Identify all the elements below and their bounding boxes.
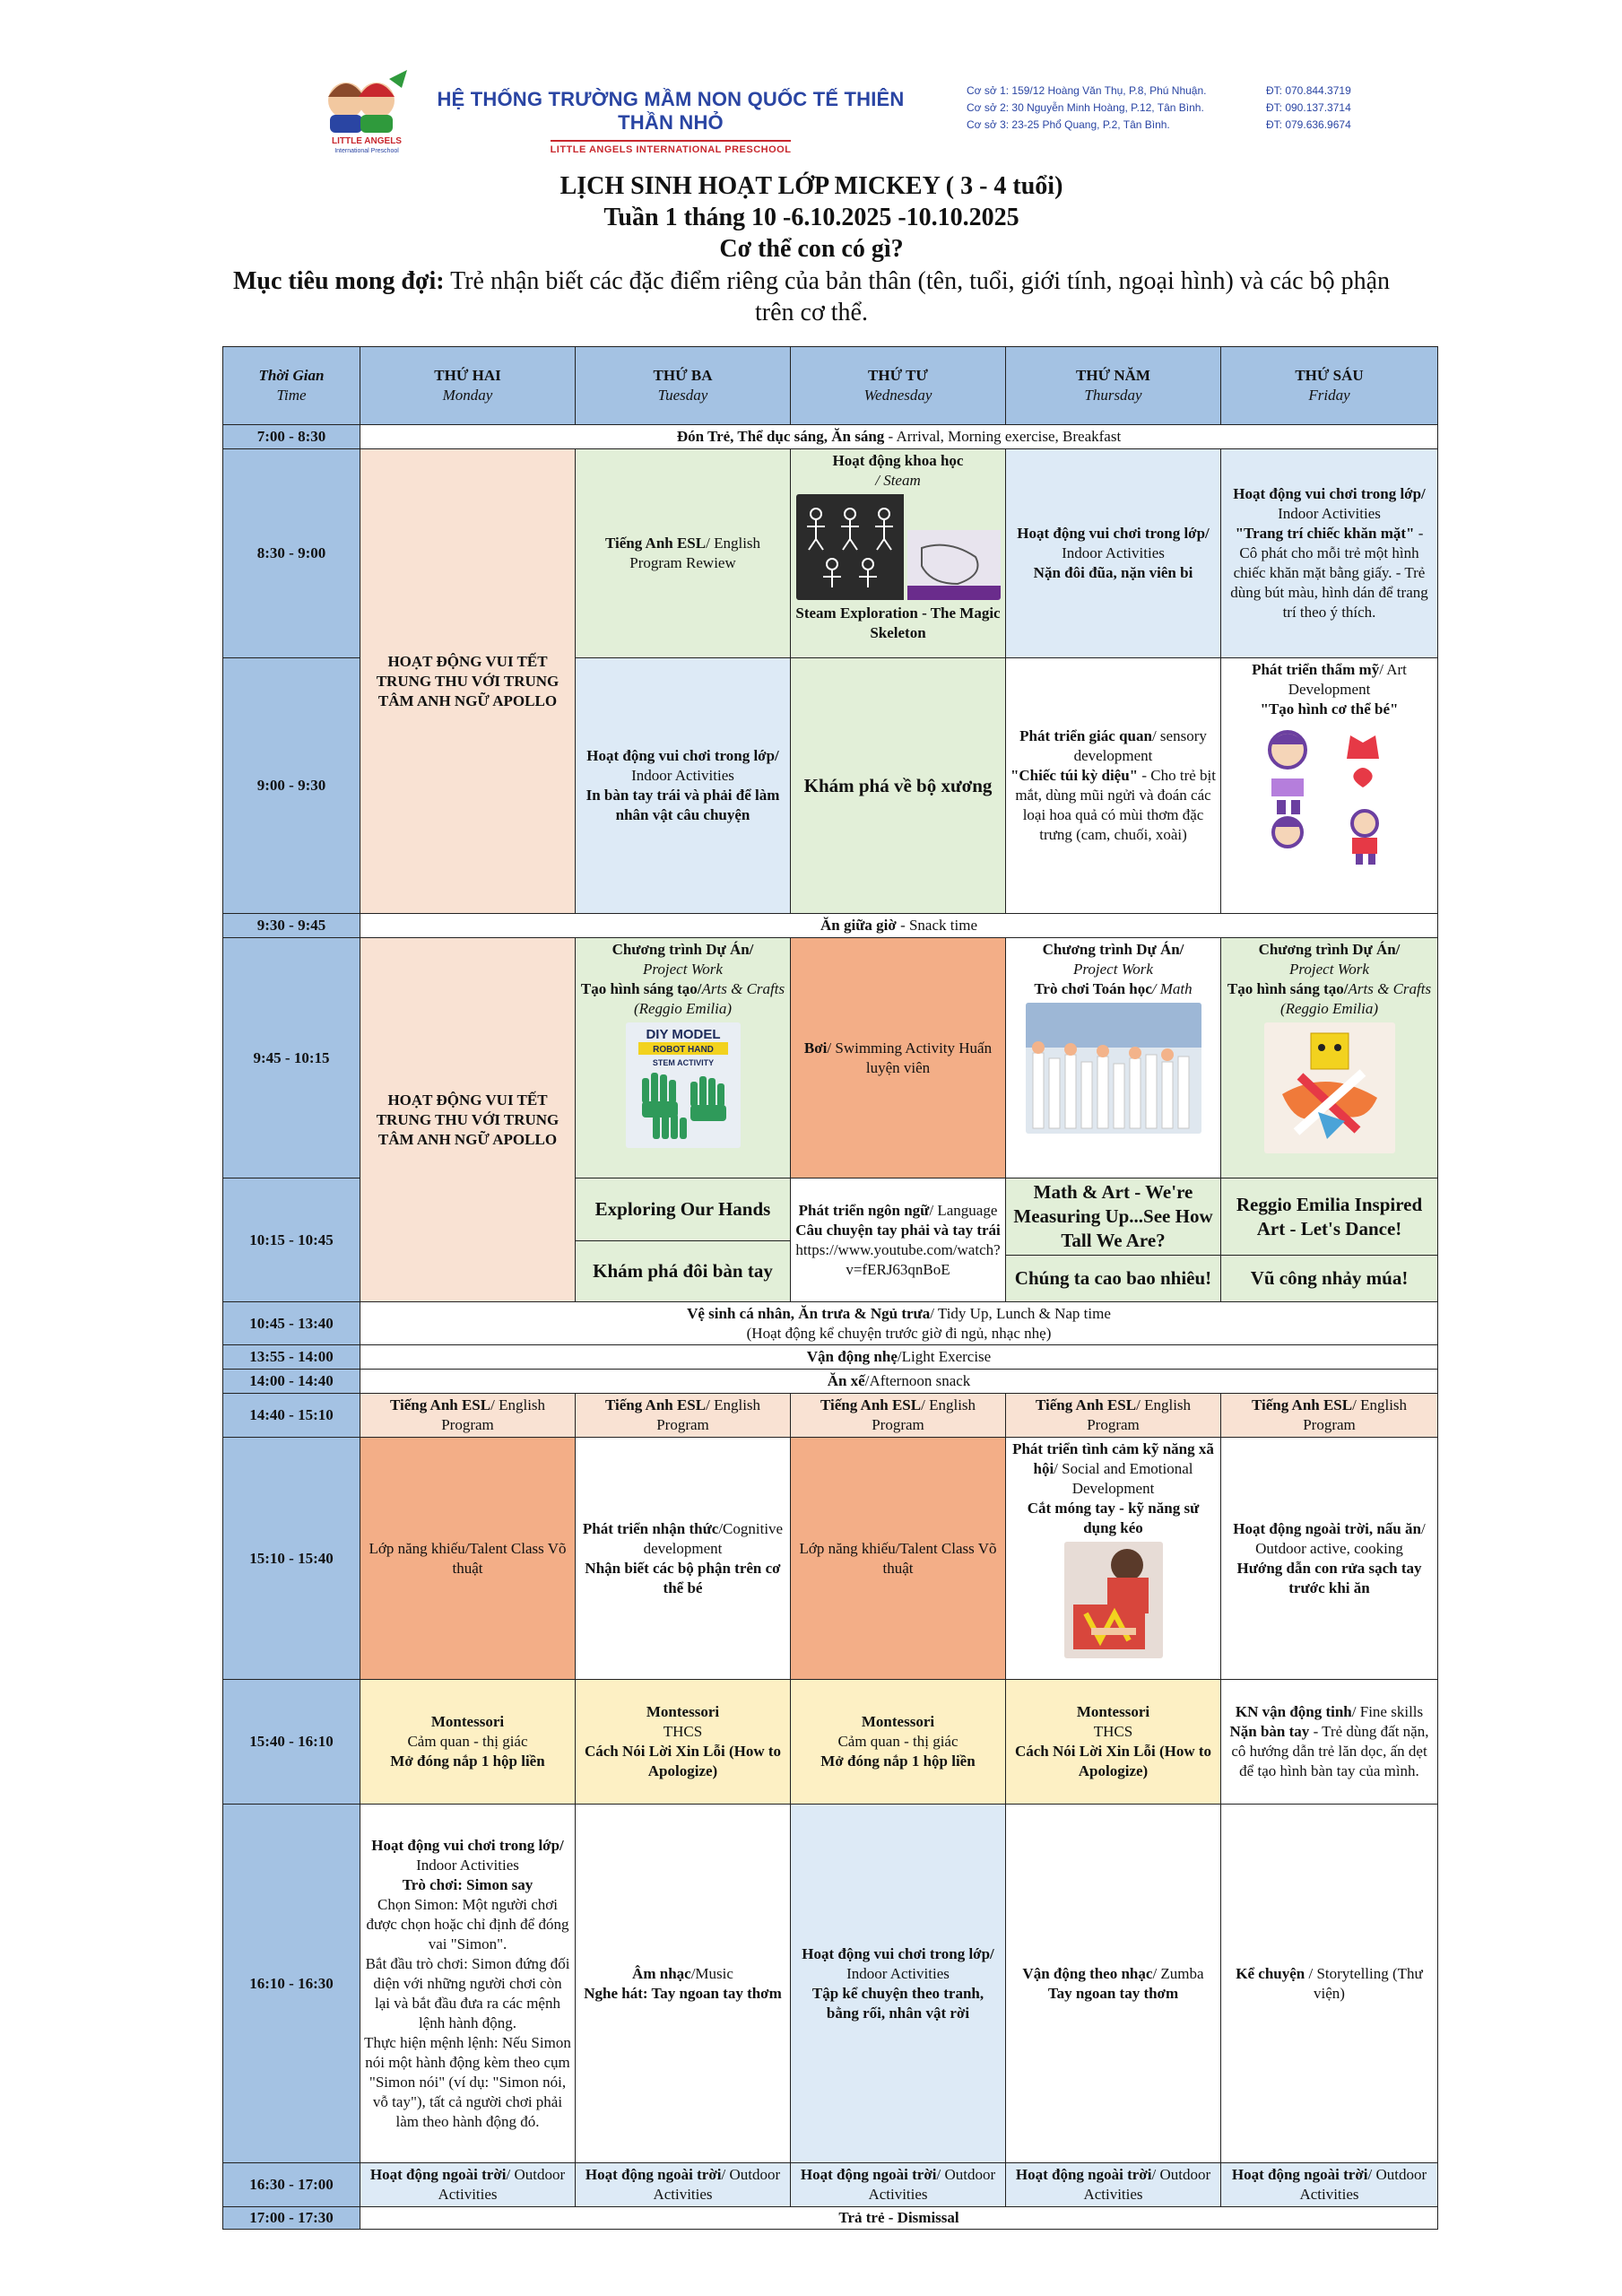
goal-label: Mục tiêu mong đợi: [233,267,445,295]
weekly-schedule-table [222,346,1438,2230]
thursday-measuring-up: Math & Art - We're Measuring Up...See How Tall We Are? [1005,1178,1221,1256]
thursday-indoor-activities: Hoạt động vui chơi trong lớp/ Indoor Activities Nặn đôi đũa, nặn viên bi [1005,448,1221,658]
header-friday: THỨ SÁU Friday [1220,346,1438,425]
time-slot: 14:40 - 15:10 [222,1393,360,1438]
schedule-title [179,170,1444,265]
wednesday-storytelling-puppets: Hoạt động vui chơi trong lớp/ Indoor Activities Tập kể chuyện theo tranh, bằng rối, nhân vật rời [790,1804,1006,2163]
time-slot: 8:30 - 9:00 [222,448,360,658]
diy-stem: STEM ACTIVITY [652,1058,714,1067]
time-slot: 7:00 - 8:30 [222,424,360,449]
friday-fine-skills: KN vận động tinh/ Fine skills Nặn bàn tay - Trẻ dùng đất nặn, cô hướng dẫn trẻ lăn dọc, ấn dẹt để tạo hình bàn tay của mình. [1220,1679,1438,1805]
header-wednesday: THỨ TƯ Wednesday [790,346,1006,425]
monday-talent-class: Lớp năng khiếu/Talent Class Võ thuật [360,1437,576,1680]
body-parts-cutout-image [1245,723,1415,866]
monday-apollo-event-2: HOẠT ĐỘNG VUI TẾT TRUNG THU VỚI TRUNG TÂM ANH NGỮ APOLLO [360,937,576,1302]
campus-1: Cơ sở 1: 159/12 Hoàng Văn Thụ, P.8, Phú Nhuận. [967,84,1207,97]
wednesday-outdoor: Hoạt động ngoài trời/ Outdoor Activities [790,2162,1006,2207]
skeleton-photo [796,494,1001,600]
tuesday-kham-pha-ban-tay: Khám phá đôi bàn tay [575,1240,791,1302]
time-slot: 13:55 - 14:00 [222,1344,360,1370]
wednesday-montessori: Montessori Cảm quan - thị giác Mở đóng nắp 1 hộp liền [790,1679,1006,1805]
thursday-esl: Tiếng Anh ESL/ English Program [1005,1393,1221,1438]
title-line-2: Tuần 1 tháng 10 -6.10.2025 -10.10.2025 [603,204,1019,231]
header-time: Thời Gian Time [222,346,360,425]
school-name-en: LITTLE ANGELS INTERNATIONAL PRESCHOOL [551,140,792,155]
wednesday-swimming: Bơi/ Swimming Activity Huấn luyện viên [790,937,1006,1178]
friday-outdoor-cooking: Hoạt động ngoài trời, nấu ăn/ Outdoor active, cooking Hướng dẫn con rửa sạch tay trước khi ăn [1220,1437,1438,1680]
friday-vu-cong: Vũ công nhảy múa! [1220,1255,1438,1302]
title-line-1: LỊCH SINH HOẠT LỚP MICKEY ( 3 - 4 tuổi) [559,172,1063,200]
tuesday-project-work: Chương trình Dự Án/ Project Work Tạo hình sáng tạo/Arts & Crafts (Reggio Emilia) DIY MODEL ROBOT HAND STEM ACTIVITY [575,937,791,1178]
tuesday-esl: Tiếng Anh ESL/ English Program [575,1393,791,1438]
school-name-vi: HỆ THỐNG TRƯỜNG MẦM NON QUỐC TẾ THIÊN THẦN NHỎ [437,88,905,134]
time-slot: 17:00 - 17:30 [222,2206,360,2230]
tuesday-music: Âm nhạc/Music Nghe hát: Tay ngoan tay thơm [575,1804,791,2163]
snack-row: Ăn giữa giờ - Snack time [360,913,1438,938]
youtube-link[interactable]: https://www.youtube.com/watch?v=fERJ63qnBoE [795,1240,1001,1278]
friday-project-work: Chương trình Dự Án/ Project Work Tạo hình sáng tạo/Arts & Crafts (Reggio Emilia) [1220,937,1438,1178]
diy-subtitle: ROBOT HAND [652,1045,714,1055]
time-slot: 16:10 - 16:30 [222,1804,360,2163]
tuesday-exploring-hands: Exploring Our Hands [575,1178,791,1241]
friday-outdoor: Hoạt động ngoài trời/ Outdoor Activities [1220,2162,1438,2207]
thursday-outdoor: Hoạt động ngoài trời/ Outdoor Activities [1005,2162,1221,2207]
phone-1: ĐT: 070.844.3719 [1266,84,1351,97]
title-line-3: Cơ thể con có gì? [719,235,904,263]
header-thursday: THỨ NĂM Thursday [1005,346,1221,425]
light-exercise-row: Vận động nhẹ/Light Exercise [360,1344,1438,1370]
thursday-social-emotional: Phát triển tình cảm kỹ năng xã hội/ Social and Emotional Development Cắt móng tay - kỹ năng sử dụng kéo [1005,1437,1221,1680]
monday-simon-says: Hoạt động vui chơi trong lớp/ Indoor Activities Trò chơi: Simon say Chọn Simon: Một người chơi được chọn hoặc chỉ định để đóng vai "Simon". Bắt đầu trò chơi: Simon đứng đối diện với những người chơi còn lại và bắt đầu đưa ra các mệnh lệnh hành động. Thực hiện mệnh lệnh: Nếu Simon nói một hành động kèm theo cụm "Simon nói" (ví dụ: "Simon nói, vỗ tay"), tất cả người chơi phải làm theo hành động đó. [360,1804,576,2163]
thursday-montessori: Montessori THCS Cách Nói Lời Xin Lỗi (How to Apologize) [1005,1679,1221,1805]
monday-esl: Tiếng Anh ESL/ English Program [360,1393,576,1438]
header-monday: THỨ HAI Monday [360,346,576,425]
time-slot: 9:00 - 9:30 [222,657,360,914]
svg-text:International Preschool: International Preschool [334,148,399,154]
time-slot: 16:30 - 17:00 [222,2162,360,2207]
campus-3: Cơ sở 3: 23-25 Phổ Quang, P.2, Tân Bình. [967,118,1170,131]
friday-reggio-dance: Reggio Emilia Inspired Art - Let's Dance! [1220,1178,1438,1256]
arrival-row: Đón Trẻ, Thể dục sáng, Ăn sáng - Arrival, Morning exercise, Breakfast [360,424,1438,449]
monday-apollo-event: HOẠT ĐỘNG VUI TẾT TRUNG THU VỚI TRUNG TÂM ANH NGỮ APOLLO [360,448,576,914]
height-measuring-photo [1026,1003,1201,1134]
time-slot: 9:45 - 10:15 [222,937,360,1178]
wednesday-skeleton-exploration: Khám phá về bộ xương [790,657,1006,914]
tuesday-montessori: Montessori THCS Cách Nói Lời Xin Lỗi (How to Apologize) [575,1679,791,1805]
friday-esl: Tiếng Anh ESL/ English Program [1220,1393,1438,1438]
time-slot: 14:00 - 14:40 [222,1369,360,1394]
friday-storytelling: Kể chuyện / Storytelling (Thư viện) [1220,1804,1438,2163]
wednesday-esl: Tiếng Anh ESL/ English Program [790,1393,1006,1438]
wednesday-steam: Hoạt động khoa học / Steam Steam Exploration - The Magic Skeleton [790,448,1006,658]
friday-art-development: Phát triển thẩm mỹ/ Art Development "Tạo hình cơ thể bé" [1220,657,1438,914]
thursday-project-math: Chương trình Dự Án/ Project Work Trò chơi Toán học/ Math [1005,937,1221,1178]
monday-montessori: Montessori Cảm quan - thị giác Mở đóng nắp 1 hộp liền [360,1679,576,1805]
thursday-how-tall: Chúng ta cao bao nhiêu! [1005,1255,1221,1302]
monday-outdoor: Hoạt động ngoài trời/ Outdoor Activities [360,2162,576,2207]
tuesday-outdoor: Hoạt động ngoài trời/ Outdoor Activities [575,2162,791,2207]
header-tuesday: THỨ BA Tuesday [575,346,791,425]
campus-phones [1266,83,1392,134]
friday-indoor-activities: Hoạt động vui chơi trong lớp/ Indoor Activities "Trang trí chiếc khăn mặt" - Cô phát cho mỗi trẻ một hình chiếc khăn mặt bằng giấy. - Trẻ dùng bút màu, hình dán để trang trí theo ý thích. [1220,448,1438,658]
diy-title: DIY MODEL [645,1027,721,1042]
dismissal-row: Trả trẻ - Dismissal [360,2206,1438,2230]
tuesday-indoor-activities: Hoạt động vui chơi trong lớp/ Indoor Activities In bàn tay trái và phải để làm nhân vật câu chuyện [575,657,791,914]
tuesday-esl-review: Tiếng Anh ESL/ English Program Rewiew [575,448,791,658]
school-logo [314,61,420,154]
phone-2: ĐT: 090.137.3714 [1266,101,1351,114]
afternoon-snack-row: Ăn xế/Afternoon snack [360,1369,1438,1394]
time-slot: 15:10 - 15:40 [222,1437,360,1680]
time-slot: 10:45 - 13:40 [222,1301,360,1345]
learning-goal [215,265,1408,328]
wednesday-talent-class: Lớp năng khiếu/Talent Class Võ thuật [790,1437,1006,1680]
time-slot: 15:40 - 16:10 [222,1679,360,1805]
tuesday-cognitive: Phát triển nhận thức/Cognitive development Nhận biết các bộ phận trên cơ thể bé [575,1437,791,1680]
thursday-sensory-development: Phát triển giác quan/ sensory development "Chiếc túi kỳ diệu" - Cho trẻ bịt mắt, dùng mũi ngửi và đoán các loại hoa quả có mùi thơm đặc trưng (cam, chuối, xoài) [1005,657,1221,914]
scissors-cutting-photo [1064,1542,1163,1658]
campus-addresses [967,83,1253,134]
phone-3: ĐT: 079.636.9674 [1266,118,1351,131]
campus-2: Cơ sở 2: 30 Nguyễn Minh Hoàng, P.12, Tân Bình. [967,101,1204,114]
robot-hand-photo [626,1022,741,1148]
svg-text:LITTLE ANGELS: LITTLE ANGELS [332,136,402,146]
thursday-zumba: Vận động theo nhạc/ Zumba Tay ngoan tay thơm [1005,1804,1221,2163]
time-slot: 10:15 - 10:45 [222,1178,360,1302]
page-header [314,61,1390,160]
wednesday-language-story: Phát triển ngôn ngữ/ Language Câu chuyện tay phải và tay trái https://www.youtube.com/watch?v=fERJ63qnBoE [790,1178,1006,1302]
goal-text: Trẻ nhận biết các đặc điểm riêng của bản thân (tên, tuổi, giới tính, ngoại hình) và các bộ phận trên cơ thể. [444,267,1390,326]
time-slot: 9:30 - 9:45 [222,913,360,938]
lunch-nap-row: Vệ sinh cá nhân, Ăn trưa & Ngủ trưa/ Tidy Up, Lunch & Nap time (Hoạt động kể chuyện trước giờ đi ngủ, nhạc nhẹ) [360,1301,1438,1345]
paper-dancer-photo [1264,1022,1395,1153]
